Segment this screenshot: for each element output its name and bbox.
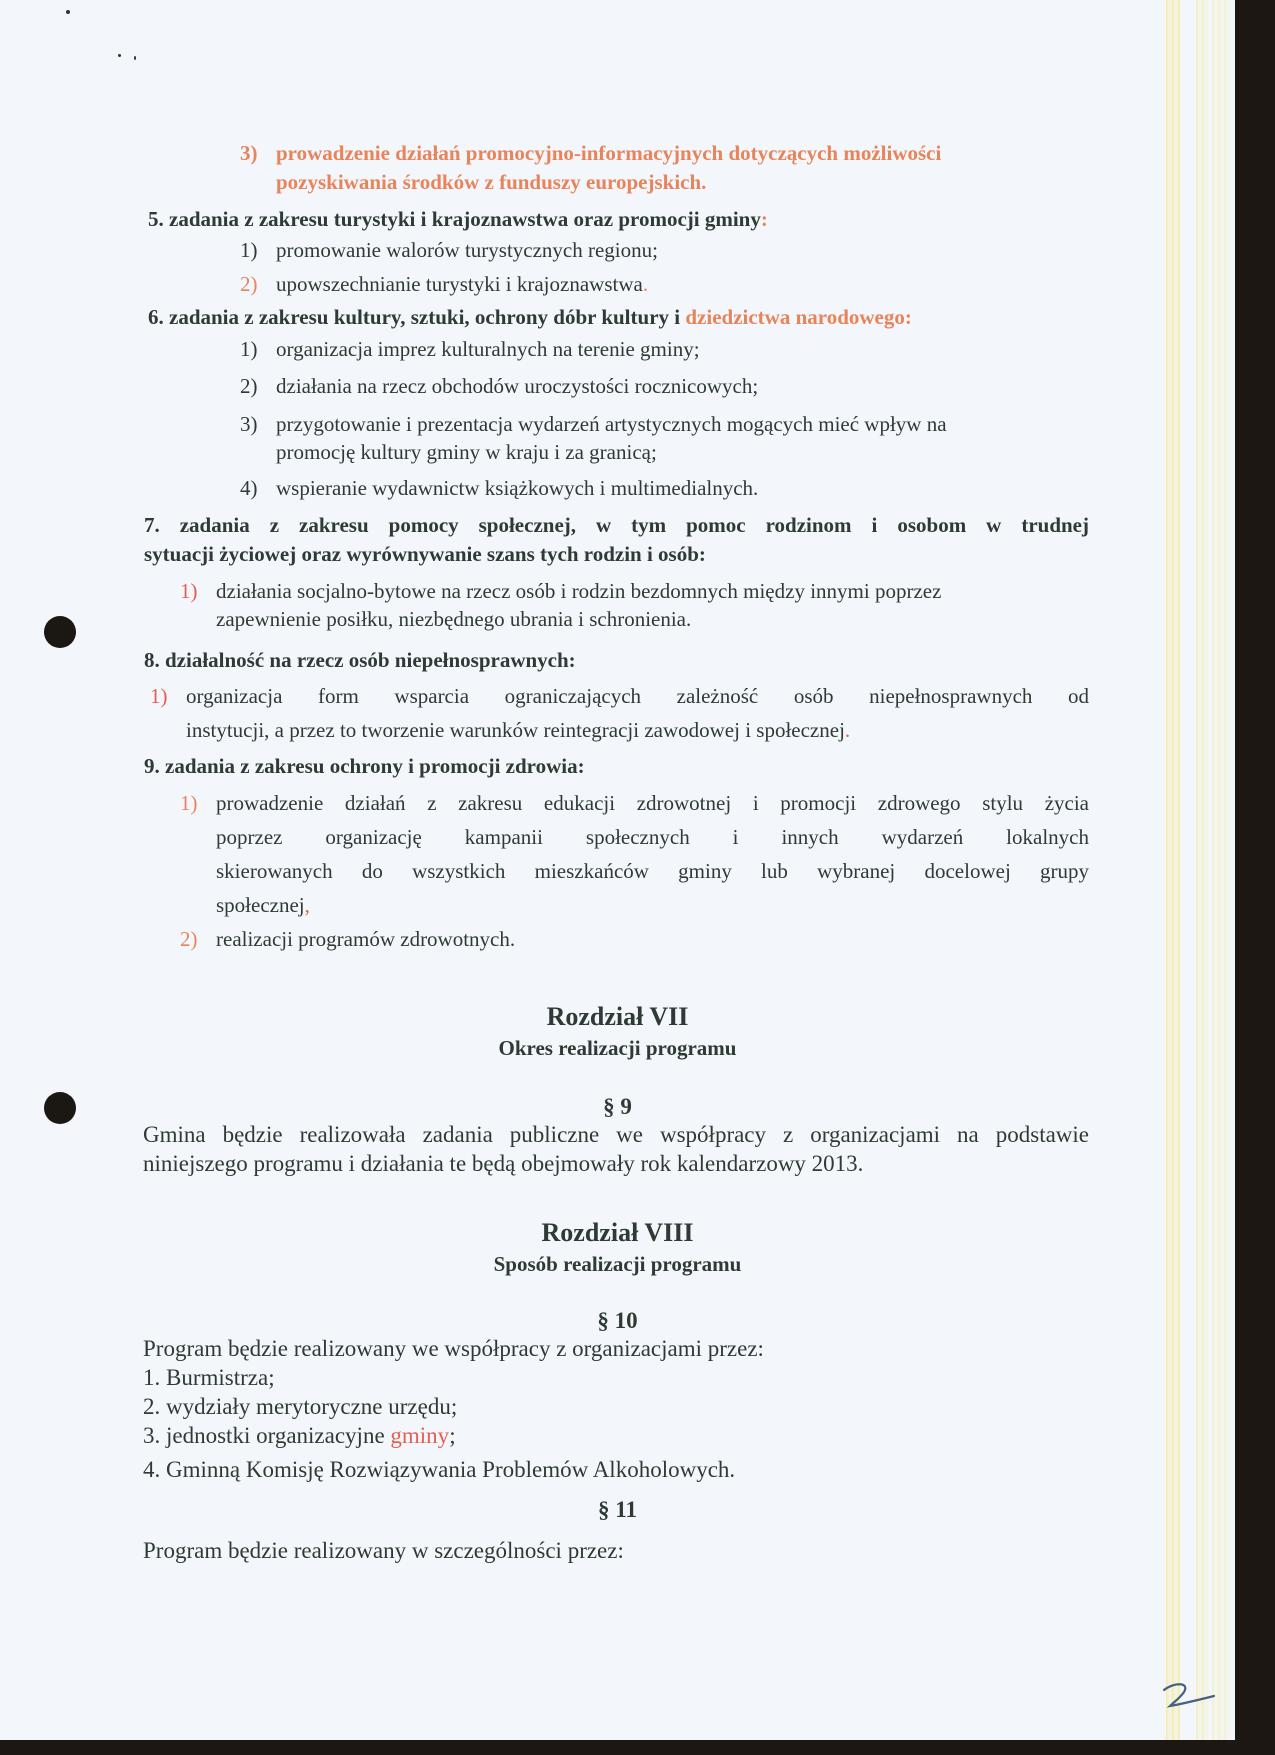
list-item: 2) działania na rzecz obchodów uroczystości rocznicowych;	[240, 374, 759, 398]
list-item: 1) prowadzenie działań z zakresu edukacji zdrowotnej i promocji zdrowego stylu życia	[180, 791, 1089, 815]
scan-artifact-stripe	[1166, 0, 1180, 1740]
list-item: 1) organizacja imprez kulturalnych na terenie gminy;	[240, 337, 700, 361]
scan-speck	[118, 54, 121, 57]
section-heading-7-continuation: sytuacji życiowej oraz wyrównywanie szans tych rodzin i osób:	[144, 542, 706, 566]
list-item: 1. Burmistrza;	[143, 1365, 275, 1390]
list-item: 4) wspieranie wydawnictw książkowych i multimedialnych.	[240, 476, 759, 500]
list-item-continuation: instytucji, a przez to tworzenie warunków reintegracji zawodowej i społecznej.	[186, 718, 851, 742]
handwritten-mark-icon	[1160, 1680, 1220, 1720]
section-heading-5: 5. zadania z zakresu turystyki i krajoznawstwa oraz promocji gminy:	[148, 207, 768, 231]
paragraph-continuation: niniejszego programu i działania te będą obejmowały rok kalendarzowy 2013.	[143, 1151, 864, 1176]
list-item-continuation: pozyskiwania środków z funduszy europejskich.	[276, 170, 707, 194]
list-item-continuation: społecznej,	[216, 893, 310, 917]
list-item: 2. wydziały merytoryczne urzędu;	[143, 1394, 458, 1419]
paragraph: Gmina będzie realizowała zadania publiczne we współpracy z organizacjami na podstawie	[143, 1122, 1089, 1147]
list-item: 4. Gminną Komisję Rozwiązywania Problemów Alkoholowych.	[143, 1457, 736, 1482]
paragraph: Program będzie realizowany w szczególności przez:	[143, 1538, 624, 1563]
list-item: 2) realizacji programów zdrowotnych.	[180, 927, 516, 951]
section-number: § 9	[603, 1094, 632, 1119]
scan-speck	[134, 56, 136, 60]
chapter-subtitle: Okres realizacji programu	[498, 1036, 737, 1060]
list-item: 3) prowadzenie działań promocyjno-informacyjnych dotyczących możliwości	[240, 141, 942, 165]
paragraph: Program będzie realizowany we współpracy z organizacjami przez:	[143, 1336, 764, 1361]
scan-artifact-stripe	[1196, 0, 1208, 1740]
section-heading-9: 9. zadania z zakresu ochrony i promocji zdrowia:	[144, 754, 585, 778]
list-item: 3. jednostki organizacyjne gminy;	[143, 1423, 456, 1448]
list-item: 3) przygotowanie i prezentacja wydarzeń artystycznych mogących mieć wpływ na	[240, 412, 947, 436]
list-item-continuation: skierowanych do wszystkich mieszkańców gminy lub wybranej docelowej grupy	[216, 859, 1089, 883]
list-item: 1) organizacja form wsparcia ograniczających zależność osób niepełnosprawnych od	[150, 684, 1089, 708]
list-item: 1) promowanie walorów turystycznych regionu;	[240, 238, 658, 262]
list-item-continuation: poprzez organizację kampanii społecznych i innych wydarzeń lokalnych	[216, 825, 1089, 849]
section-heading-8: 8. działalność na rzecz osób niepełnosprawnych:	[144, 648, 576, 672]
punch-hole	[44, 616, 76, 648]
list-item: 1) działania socjalno-bytowe na rzecz osób i rodzin bezdomnych między innymi poprzez	[180, 579, 942, 603]
section-number: § 10	[597, 1308, 638, 1333]
scan-artifact-stripe	[1212, 0, 1230, 1740]
list-item-continuation: promocję kultury gminy w kraju i za granicą;	[276, 440, 657, 464]
list-item: 2) upowszechnianie turystyki i krajoznawstwa.	[240, 272, 649, 296]
scan-speck	[66, 10, 70, 14]
section-number: § 11	[598, 1497, 637, 1522]
chapter-title: Rozdział VIII	[541, 1218, 694, 1247]
chapter-subtitle: Sposób realizacji programu	[493, 1252, 742, 1276]
section-heading-7: 7. zadania z zakresu pomocy społecznej, w tym pomoc rodzinom i osobom w trudnej	[144, 513, 1089, 537]
list-item-continuation: zapewnienie posiłku, niezbędnego ubrania i schronienia.	[216, 607, 692, 631]
section-heading-6: 6. zadania z zakresu kultury, sztuki, ochrony dóbr kultury i dziedzictwa narodowego:	[148, 305, 912, 329]
chapter-title: Rozdział VII	[546, 1002, 689, 1031]
handwritten-page-number	[1160, 1680, 1220, 1725]
